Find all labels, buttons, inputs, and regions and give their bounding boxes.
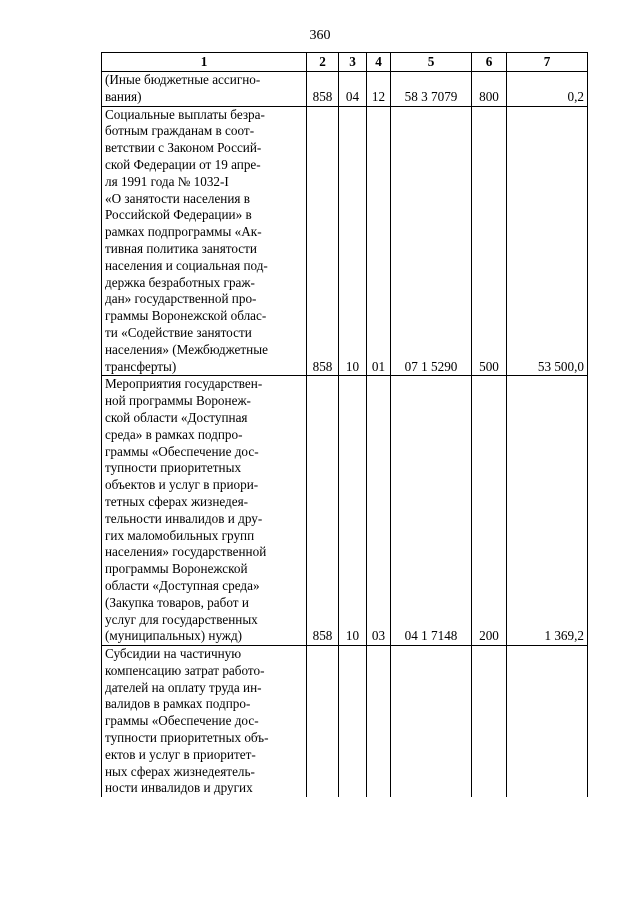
target-item-code-cell — [391, 646, 472, 798]
expense-type-code-cell — [472, 646, 507, 798]
table-header-row — [102, 53, 588, 72]
subsection-code-cell: 01 — [367, 106, 391, 376]
page-number: 360 — [309, 28, 331, 43]
column-header-5: 5 — [391, 53, 472, 72]
row-name-cell: Субсидии на частичную компенсацию затрат работо- дателей на оплату труда ин- валидов в рамках подпро- граммы «Обеспечение дос- тупности приоритетных объ- ектов и услуг в приоритет- ных сферах жизнедеятель- ности инвалидов и других — [102, 646, 307, 798]
subsection-code-cell — [367, 646, 391, 798]
expense-type-code-cell: 800 — [472, 72, 507, 107]
subsection-code-cell: 03 — [367, 376, 391, 646]
table-row — [102, 376, 588, 646]
column-header-4: 4 — [367, 53, 391, 72]
row-name-cell: Социальные выплаты безра- ботным гражданам в соот- ветствии с Законом Россий- ской Федерации от 19 апре- ля 1991 года № 1032-I «О занятости населения в Российской Федерации» в рамках подпрограммы «Ак- тивная политика занятости населения и социальная под- держка безработных граж- дан» государственной про- граммы Воронежской облас- ти «Содействие занятости населения» (Межбюджетные трансферты) — [102, 106, 307, 376]
ministry-code-cell — [307, 646, 339, 798]
column-header-3: 3 — [339, 53, 367, 72]
table-row — [102, 106, 588, 376]
section-code-cell — [339, 646, 367, 798]
amount-cell: 1 369,2 — [507, 376, 588, 646]
target-item-code-cell: 07 1 5290 — [391, 106, 472, 376]
expense-type-code-cell: 200 — [472, 376, 507, 646]
table-row — [102, 646, 588, 798]
row-name-cell: Мероприятия государствен- ной программы Воронеж- ской области «Доступная среда» в рамках подпро- граммы «Обеспечение дос- тупности приоритетных объектов и услуг в приори- тетных сферах жизнедея- тельности инвалидов и дру- гих маломобильных групп населения» государственной программы Воронежской области «Доступная среда» (Закупка товаров, работ и услуг для государственных (муниципальных) нужд) — [102, 376, 307, 646]
ministry-code-cell: 858 — [307, 72, 339, 107]
column-header-6: 6 — [472, 53, 507, 72]
section-code-cell: 04 — [339, 72, 367, 107]
expense-type-code-cell: 500 — [472, 106, 507, 376]
amount-cell: 53 500,0 — [507, 106, 588, 376]
row-name-cell: (Иные бюджетные ассигно- вания) — [102, 72, 307, 107]
target-item-code-cell: 04 1 7148 — [391, 376, 472, 646]
ministry-code-cell: 858 — [307, 106, 339, 376]
target-item-code-cell: 58 3 7079 — [391, 72, 472, 107]
ministry-code-cell: 858 — [307, 376, 339, 646]
subsection-code-cell: 12 — [367, 72, 391, 107]
table-row — [102, 72, 588, 107]
column-header-1: 1 — [102, 53, 307, 72]
column-header-2: 2 — [307, 53, 339, 72]
section-code-cell: 10 — [339, 376, 367, 646]
amount-cell: 0,2 — [507, 72, 588, 107]
section-code-cell: 10 — [339, 106, 367, 376]
column-header-7: 7 — [507, 53, 588, 72]
amount-cell — [507, 646, 588, 798]
budget-table — [101, 52, 588, 797]
